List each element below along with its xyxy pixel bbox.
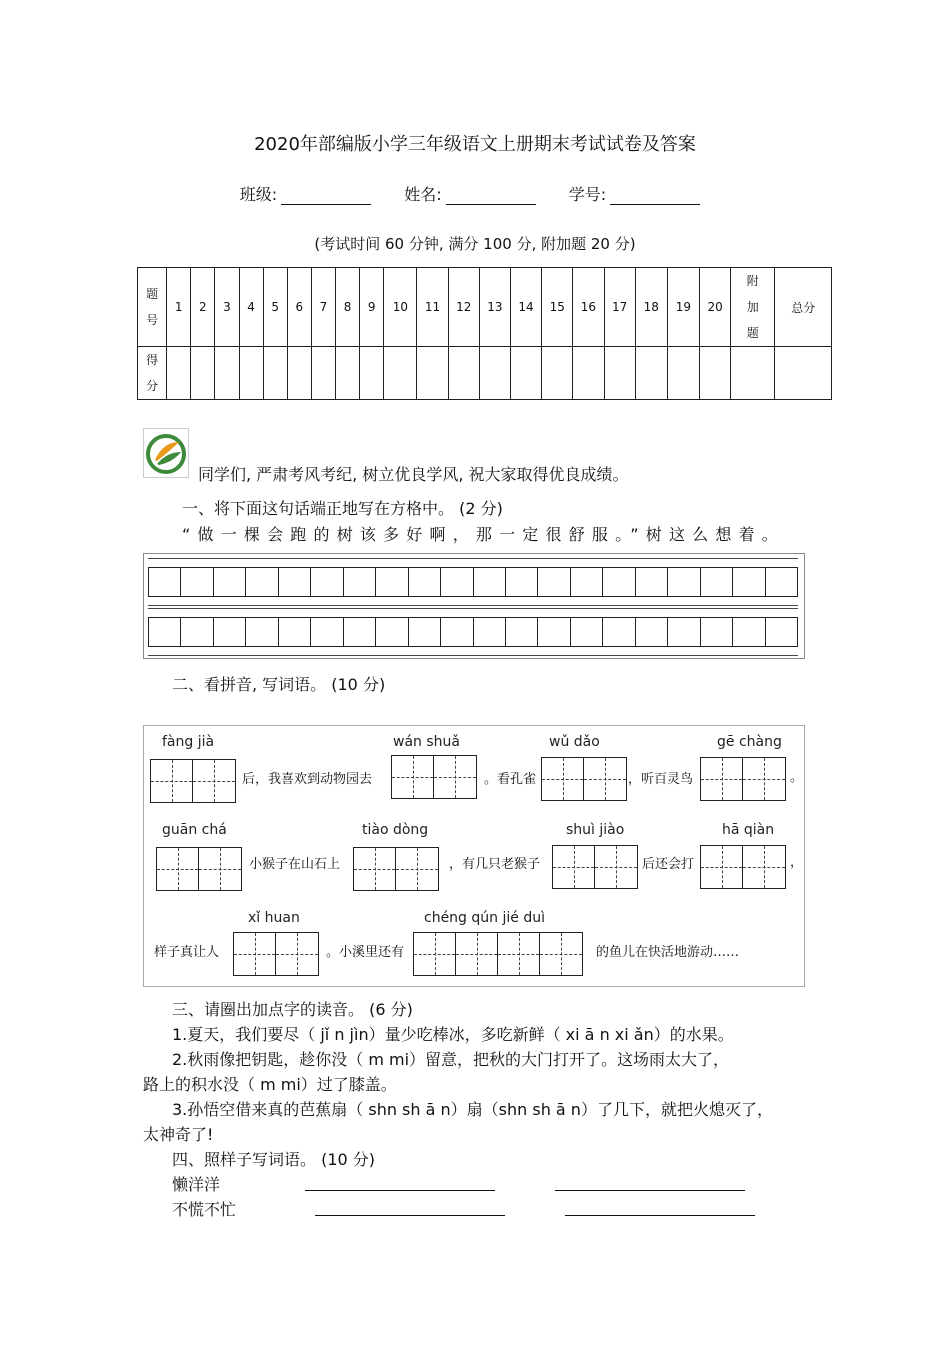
- q-num: 11: [417, 268, 448, 347]
- score-cell[interactable]: [448, 347, 479, 400]
- q-num: 1: [167, 268, 191, 347]
- score-cell[interactable]: [604, 347, 635, 400]
- q-num: 3: [215, 268, 239, 347]
- question-3-2-line2: 路上的积水没（ m mi）过了膝盖。: [143, 1075, 397, 1094]
- sentence-fragment: 。小溪里还有: [326, 945, 405, 960]
- score-cell[interactable]: [263, 347, 287, 400]
- score-cell[interactable]: [311, 347, 335, 400]
- score-table: [137, 267, 832, 400]
- question-number-label: 题 号: [138, 268, 167, 347]
- pinyin-label: tiào dòng: [362, 822, 429, 838]
- answer-line[interactable]: [565, 1199, 755, 1216]
- grid-row-2: [148, 608, 798, 656]
- question-3-3-line2: 太神奇了!: [143, 1125, 214, 1144]
- score-cell[interactable]: [336, 347, 360, 400]
- id-label: 学号:: [568, 185, 607, 204]
- q-num: 15: [542, 268, 573, 347]
- sentence-fragment: ，有几只老猴子: [449, 857, 541, 872]
- score-cell[interactable]: [510, 347, 541, 400]
- question-3-3-line1: 3.孙悟空借来真的芭蕉扇（ shn sh ā n）扇（shn sh ā n）了几下，就把火熄灭了，: [172, 1100, 773, 1119]
- q-num: 14: [510, 268, 541, 347]
- sentence-fragment: 小猴子在山石上: [249, 857, 341, 872]
- answer-line[interactable]: [305, 1174, 495, 1191]
- sentence-fragment: 后，我喜欢到动物园去: [242, 772, 373, 787]
- section-1-sentence: “做一棵会跑的树该多好啊，那一定很舒服。”树这么想着。: [182, 525, 785, 544]
- score-cell[interactable]: [700, 347, 731, 400]
- pinyin-label: hā qiàn: [722, 822, 775, 838]
- pinyin-label: wán shuǎ: [393, 734, 460, 750]
- sentence-fragment: ，听百灵鸟: [628, 772, 694, 787]
- q-num: 19: [667, 268, 699, 347]
- score-cell[interactable]: [191, 347, 215, 400]
- pinyin-label: fàng jià: [162, 734, 215, 750]
- score-cell[interactable]: [573, 347, 604, 400]
- motto-text: 同学们, 严肃考风考纪, 树立优良学风, 祝大家取得优良成绩。: [198, 465, 629, 484]
- score-cell[interactable]: [731, 347, 775, 400]
- q-num: 4: [239, 268, 263, 347]
- answer-box[interactable]: [552, 845, 638, 889]
- pinyin-label: chéng qún jié duì: [424, 910, 545, 926]
- extra-question-label: 附 加 题: [731, 268, 775, 347]
- score-cell[interactable]: [635, 347, 667, 400]
- class-blank[interactable]: [281, 188, 371, 205]
- page-title: 2020年部编版小学三年级语文上册期末考试试卷及答案: [254, 134, 696, 155]
- q-num: 16: [573, 268, 604, 347]
- q-num: 10: [384, 268, 417, 347]
- score-cell[interactable]: [167, 347, 191, 400]
- q-num: 20: [700, 268, 731, 347]
- section-3-heading: 三、请圈出加点字的读音。 (6 分): [172, 1000, 413, 1019]
- q-num: 12: [448, 268, 479, 347]
- score-cell[interactable]: [287, 347, 311, 400]
- q-num: 7: [311, 268, 335, 347]
- pinyin-label: wǔ dǎo: [549, 734, 600, 750]
- answer-box[interactable]: [150, 759, 236, 803]
- score-value-row: [138, 347, 832, 400]
- q-num: 9: [360, 268, 384, 347]
- name-blank[interactable]: [446, 188, 536, 205]
- score-cell[interactable]: [417, 347, 448, 400]
- sentence-fragment: ，: [790, 855, 804, 870]
- q-num: 18: [635, 268, 667, 347]
- answer-box[interactable]: [391, 755, 477, 799]
- q-num: 13: [479, 268, 510, 347]
- sentence-fragment: 。看孔雀: [484, 772, 537, 787]
- pinyin-label: xǐ huan: [248, 910, 300, 926]
- example-word: 不慌不忙: [172, 1200, 237, 1219]
- sentence-fragment: 。: [790, 770, 804, 785]
- section-2-heading: 二、看拼音, 写词语。 (10 分): [172, 675, 386, 694]
- q-num: 17: [604, 268, 635, 347]
- score-header-row: [138, 268, 832, 347]
- score-cell[interactable]: [239, 347, 263, 400]
- answer-box[interactable]: [700, 757, 786, 801]
- pinyin-label: gē chàng: [717, 734, 782, 750]
- answer-line[interactable]: [315, 1199, 505, 1216]
- score-cell[interactable]: [667, 347, 699, 400]
- question-3-2-line1: 2.秋雨像把钥匙，趁你没（ m mi）留意，把秋的大门打开了。这场雨太大了，: [172, 1050, 730, 1069]
- answer-box[interactable]: [156, 847, 242, 891]
- q-num: 8: [336, 268, 360, 347]
- q-num: 2: [191, 268, 215, 347]
- question-3-1: 1.夏天，我们要尽（ jǐ n jìn）量少吃棒冰，多吃新鲜（ xi ā n xi ǎn）的水果。: [172, 1025, 734, 1044]
- grid-row-1: [148, 558, 798, 606]
- id-blank[interactable]: [610, 188, 700, 205]
- sentence-fragment: 后还会打: [642, 857, 695, 872]
- answer-box[interactable]: [233, 932, 319, 976]
- section-4-heading: 四、照样子写词语。 (10 分): [172, 1150, 376, 1169]
- sentence-fragment: 的鱼儿在快活地游动……: [596, 945, 740, 960]
- pinyin-label: shuì jiào: [566, 822, 625, 838]
- score-cell[interactable]: [215, 347, 239, 400]
- writing-grid[interactable]: [143, 553, 805, 659]
- answer-box[interactable]: [353, 847, 439, 891]
- example-word: 懒洋洋: [172, 1175, 221, 1194]
- pinyin-exercise-box: [143, 725, 805, 987]
- name-label: 姓名:: [404, 185, 442, 204]
- score-cell[interactable]: [542, 347, 573, 400]
- exam-info: (考试时间 60 分钟, 满分 100 分, 附加题 20 分): [314, 235, 636, 253]
- answer-box[interactable]: [413, 932, 583, 976]
- answer-line[interactable]: [555, 1174, 745, 1191]
- answer-box[interactable]: [541, 757, 627, 801]
- q-num: 5: [263, 268, 287, 347]
- leaf-logo-icon: [143, 428, 189, 478]
- pinyin-label: guān chá: [162, 822, 227, 838]
- total-score-cell[interactable]: [775, 347, 832, 400]
- answer-box[interactable]: [700, 845, 786, 889]
- sentence-fragment: 样子真让人: [154, 945, 220, 960]
- score-cell[interactable]: [360, 347, 384, 400]
- student-info-row: [0, 182, 950, 205]
- score-label: 得 分: [138, 347, 167, 400]
- q-num: 6: [287, 268, 311, 347]
- score-cell[interactable]: [384, 347, 417, 400]
- score-cell[interactable]: [479, 347, 510, 400]
- total-label: 总分: [775, 268, 832, 347]
- class-label: 班级:: [239, 185, 278, 204]
- section-1-heading: 一、将下面这句话端正地写在方格中。 (2 分): [182, 499, 503, 518]
